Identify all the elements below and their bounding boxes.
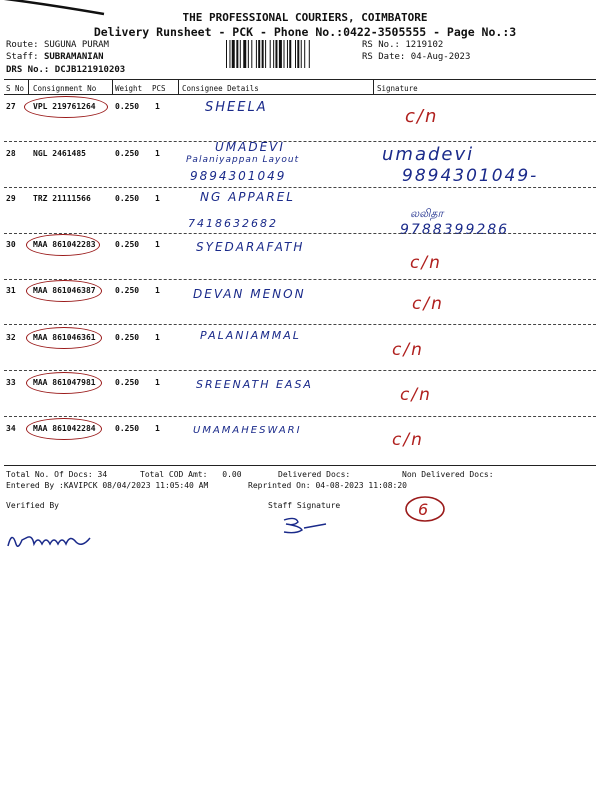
rs-date-value: 04-Aug-2023	[410, 52, 471, 62]
row-weight: 0.250	[115, 378, 140, 387]
row-consignment-no: VPL 219761264	[33, 102, 96, 111]
staff-label: Staff:	[6, 52, 39, 62]
circled-mark	[26, 418, 102, 440]
row-consignee-phone: 7418632682	[188, 217, 278, 230]
row-consignee-address: Palaniyappan Layout	[186, 155, 300, 165]
staff-signature-mark	[280, 514, 330, 536]
route-line	[6, 40, 109, 50]
total-cod-label: Total COD Amt:	[140, 470, 208, 479]
runsheet-title: Delivery Runsheet - PCK - Phone No.:0422-3505555 - Page No.:3	[93, 25, 517, 39]
row-consignee: DEVAN MENON	[193, 287, 306, 301]
row-consignee: NG APPAREL	[200, 190, 295, 204]
row-weight: 0.250	[115, 102, 140, 111]
col-divider	[373, 79, 374, 94]
table-header-rule	[4, 94, 596, 95]
row-weight: 0.250	[115, 286, 140, 295]
circled-mark	[24, 96, 108, 118]
row-signature: c/n	[410, 253, 442, 273]
row-consignment-no: MAA 861046361	[33, 333, 96, 342]
staff-signature-label: Staff Signature	[268, 501, 341, 510]
row-pcs: 1	[155, 194, 160, 203]
row-pcs: 1	[155, 102, 160, 111]
entered-by-line	[6, 481, 208, 490]
total-docs-label: Total No. Of Docs:	[6, 470, 93, 479]
row-consignee: SYEDARAFATH	[196, 240, 305, 254]
row-sno: 30	[6, 240, 16, 249]
row-consignment-no: NGL 2461485	[33, 149, 86, 158]
circled-number: 6	[418, 500, 429, 519]
row-sno: 31	[6, 286, 16, 295]
row-signature-phone: 9788399286	[400, 222, 510, 238]
non-delivered-docs-label: Non Delivered Docs:	[402, 470, 494, 479]
table-top-rule	[4, 79, 596, 80]
row-signature: c/n	[405, 106, 439, 127]
row-signature: c/n	[392, 340, 424, 360]
row-sno: 32	[6, 333, 16, 342]
total-cod-line	[140, 470, 242, 479]
row-divider	[4, 279, 596, 280]
rs-no-line	[362, 40, 443, 50]
row-pcs: 1	[155, 149, 160, 158]
row-consignment-no: TRZ 21111566	[33, 194, 91, 203]
row-consignee: UMADEVI	[215, 140, 285, 154]
row-consignment-no: MAA 861042284	[33, 424, 96, 433]
row-consignee: UMAMAHESWARI	[193, 425, 302, 436]
row-divider	[4, 187, 596, 188]
row-signature: c/n	[412, 294, 444, 314]
row-pcs: 1	[155, 286, 160, 295]
row-signature: c/n	[400, 385, 432, 405]
col-header-consignment: Consignment No	[33, 84, 97, 93]
row-consignee: PALANIAMMAL	[200, 329, 301, 342]
row-pcs: 1	[155, 333, 160, 342]
reprinted-label: Reprinted On:	[248, 481, 311, 490]
row-divider	[4, 233, 596, 234]
row-consignment-no: MAA 861047981	[33, 378, 96, 387]
row-consignee: SHEELA	[205, 100, 268, 115]
row-sno: 27	[6, 102, 16, 111]
reprinted-line	[248, 481, 407, 490]
rs-no-label: RS No.:	[362, 40, 400, 50]
totals-rule	[4, 465, 596, 466]
col-header-consignee: Consignee Details	[182, 84, 259, 93]
row-weight: 0.250	[115, 424, 140, 433]
entered-by-value: :KAVIPCK 08/04/2023 11:05:40 AM	[59, 481, 209, 490]
row-weight: 0.250	[115, 194, 140, 203]
company-title: THE PROFESSIONAL COURIERS, COIMBATORE	[182, 11, 428, 24]
row-pcs: 1	[155, 240, 160, 249]
row-consignee: SREENATH EASA	[196, 378, 313, 391]
row-consignee-phone: 9894301049	[190, 169, 287, 183]
totals-line	[6, 470, 107, 479]
row-consignment-no: MAA 861042283	[33, 240, 96, 249]
circled-mark	[26, 280, 102, 302]
verified-signature	[4, 524, 96, 554]
rs-date-label: RS Date:	[362, 52, 406, 62]
staff-value: SUBRAMANIAN	[43, 52, 104, 62]
barcode-image	[226, 40, 354, 68]
staff-line	[6, 52, 104, 62]
drs-value: DCJB121910203	[54, 65, 126, 75]
row-signature: லலிதா	[410, 207, 444, 220]
col-divider	[178, 79, 179, 94]
circled-mark	[26, 372, 102, 394]
row-pcs: 1	[155, 378, 160, 387]
drs-line	[6, 65, 125, 75]
row-sno: 29	[6, 194, 16, 203]
col-header-weight: Weight	[115, 84, 143, 93]
row-divider	[4, 324, 596, 325]
row-sno: 33	[6, 378, 16, 387]
rs-date-line	[362, 52, 470, 62]
row-divider	[4, 141, 596, 142]
col-header-sno: S No	[6, 84, 25, 93]
row-signature: c/n	[392, 430, 424, 450]
row-signature-phone: 9894301049-	[402, 166, 539, 186]
row-weight: 0.250	[115, 149, 140, 158]
col-divider	[28, 79, 29, 94]
col-header-signature: Signature	[377, 84, 418, 93]
circled-mark	[26, 234, 100, 256]
entered-by-label: Entered By	[6, 481, 55, 490]
row-weight: 0.250	[115, 333, 140, 342]
rs-no-value: 1219102	[405, 40, 444, 50]
route-value: SUGUNA PURAM	[43, 40, 109, 50]
row-signature: umadevi	[382, 144, 475, 165]
total-docs-value: 34	[97, 470, 108, 479]
row-sno: 28	[6, 149, 16, 158]
row-weight: 0.250	[115, 240, 140, 249]
delivered-docs-label: Delivered Docs:	[278, 470, 351, 479]
row-pcs: 1	[155, 424, 160, 433]
row-divider	[4, 416, 596, 417]
reprinted-value: 04-08-2023 11:08:20	[315, 481, 407, 490]
row-consignment-no: MAA 861046387	[33, 286, 96, 295]
verified-by-label: Verified By	[6, 501, 59, 510]
col-divider	[112, 79, 113, 94]
drs-label: DRS No.:	[6, 65, 50, 75]
circled-mark	[26, 327, 102, 349]
route-label: Route:	[6, 40, 39, 50]
row-sno: 34	[6, 424, 16, 433]
col-header-pcs: PCS	[152, 84, 166, 93]
total-cod-value: 0.00	[222, 470, 242, 479]
row-divider	[4, 370, 596, 371]
